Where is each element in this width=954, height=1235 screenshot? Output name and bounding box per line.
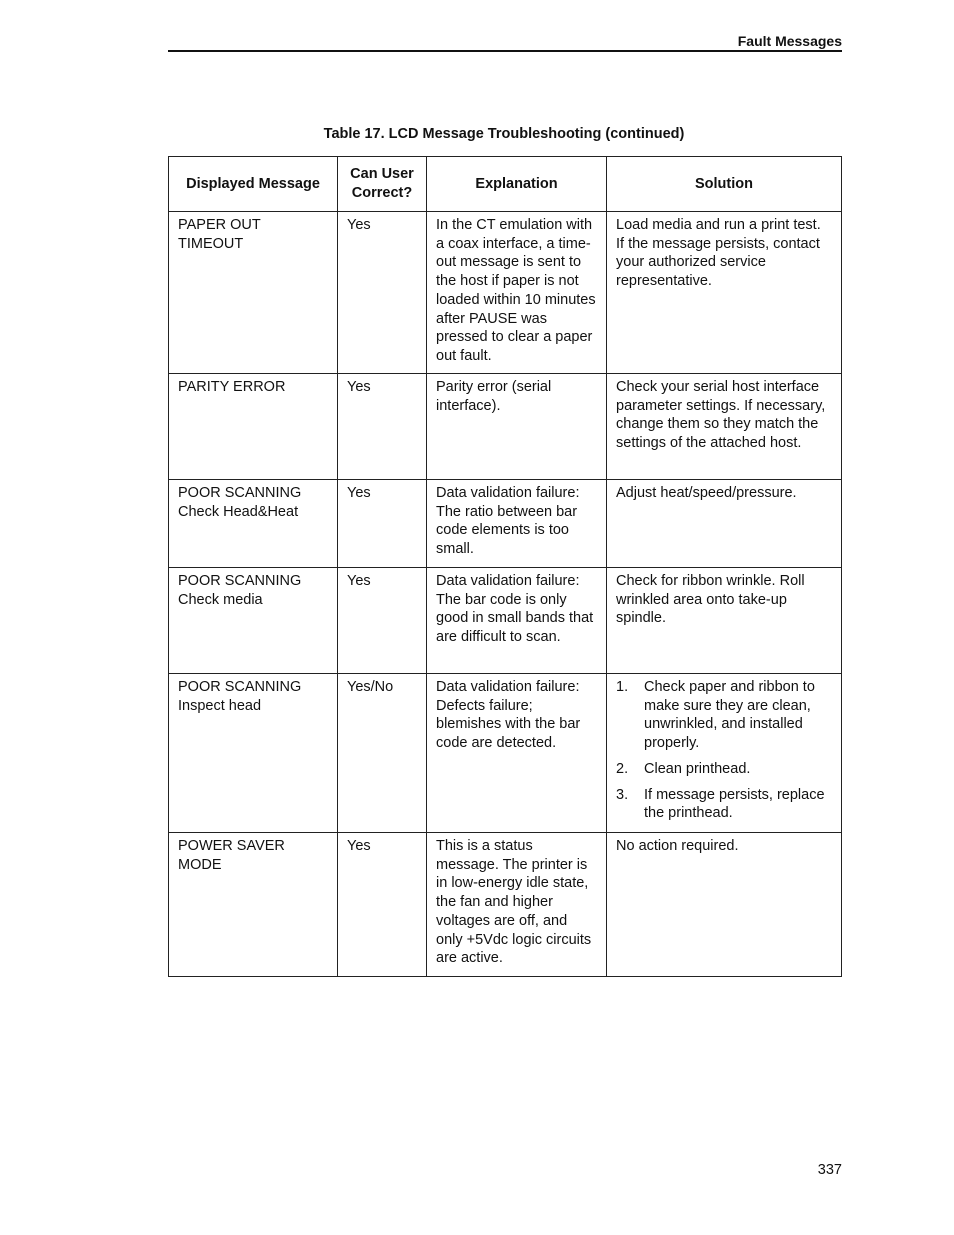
- message-line: TIMEOUT: [178, 235, 244, 252]
- solution-cell: Load media and run a print test. If the message persists, contact your authorized service representative.: [607, 212, 842, 374]
- column-header-solution: Solution: [607, 157, 842, 212]
- column-header-can-user-correct: [338, 157, 427, 212]
- message-line: Check Head&Heat: [178, 503, 299, 520]
- can-user-correct-cell: Yes/No: [338, 674, 427, 833]
- lcd-message-table: [168, 156, 842, 977]
- table-caption: Table 17. LCD Message Troubleshooting (continued): [323, 126, 685, 142]
- solution-step: [616, 678, 832, 753]
- message-line: MODE: [178, 856, 222, 873]
- message-line: Check media: [178, 591, 263, 608]
- column-header-displayed-message: Displayed Message: [169, 157, 338, 212]
- message-line: POOR SCANNING: [178, 485, 302, 501]
- step-text: If message persists, replace the printhead.: [644, 786, 825, 822]
- solution-steps-list: [616, 678, 832, 823]
- can-user-correct-cell: Yes: [338, 374, 427, 480]
- can-user-correct-cell: Yes: [338, 568, 427, 674]
- table-header-row: [169, 157, 842, 212]
- displayed-message-cell: [169, 674, 338, 833]
- solution-step: [616, 786, 832, 823]
- can-user-correct-cell: Yes: [338, 833, 427, 977]
- displayed-message-cell: [169, 568, 338, 674]
- column-header-can-user-line2: Correct?: [351, 185, 413, 201]
- step-number: 1.: [616, 679, 629, 695]
- table-row: [169, 674, 842, 833]
- message-line: PAPER OUT: [178, 217, 261, 233]
- solution-cell: No action required.: [607, 833, 842, 977]
- message-line: POWER SAVER: [178, 838, 285, 854]
- step-text: Check paper and ribbon to make sure they are clean, unwrinkled, and installed properly.: [644, 679, 815, 752]
- solution-cell: [607, 674, 842, 833]
- displayed-message-cell: [169, 212, 338, 374]
- solution-cell: Check your serial host interface parameter settings. If necessary, change them so they match the settings of the attached host.: [607, 374, 842, 480]
- table-row: [169, 480, 842, 568]
- message-line: Inspect head: [178, 697, 262, 714]
- message-line: POOR SCANNING: [178, 679, 302, 695]
- table-row: [169, 833, 842, 977]
- message-line: PARITY ERROR: [178, 379, 286, 395]
- step-number: 2.: [616, 760, 629, 777]
- solution-cell: Adjust heat/speed/pressure.: [607, 480, 842, 568]
- explanation-cell: Data validation failure: The ratio between bar code elements is too small.: [427, 480, 607, 568]
- displayed-message-cell: [169, 833, 338, 977]
- can-user-correct-cell: Yes: [338, 480, 427, 568]
- solution-step: [616, 760, 832, 779]
- displayed-message-cell: [169, 374, 338, 480]
- column-header-explanation: Explanation: [427, 157, 607, 212]
- running-header: [168, 30, 842, 52]
- can-user-correct-cell: Yes: [338, 212, 427, 374]
- explanation-cell: Data validation failure: Defects failure; blemishes with the bar code are detected.: [427, 674, 607, 833]
- page-number: 337: [817, 1162, 842, 1178]
- explanation-cell: In the CT emulation with a coax interface, a time-out message is sent to the host if paper is not loaded within 10 minutes after PAUSE was pressed to clear a paper out fault.: [427, 212, 607, 374]
- table-row: [169, 374, 842, 480]
- message-line: POOR SCANNING: [178, 573, 302, 589]
- displayed-message-cell: [169, 480, 338, 568]
- step-number: 3.: [616, 786, 629, 803]
- step-text: Clean printhead.: [644, 760, 751, 777]
- table-row: [169, 212, 842, 374]
- solution-cell: Check for ribbon wrinkle. Roll wrinkled area onto take-up spindle.: [607, 568, 842, 674]
- section-title: Fault Messages: [737, 33, 842, 49]
- explanation-cell: This is a status message. The printer is in low-energy idle state, the fan and higher voltages are off, and only +5Vdc logic circuits are active.: [427, 833, 607, 977]
- column-header-can-user-line1: Can User: [350, 166, 414, 183]
- table-row: [169, 568, 842, 674]
- explanation-cell: Parity error (serial interface).: [427, 374, 607, 480]
- explanation-cell: Data validation failure: The bar code is only good in small bands that are difficult to scan.: [427, 568, 607, 674]
